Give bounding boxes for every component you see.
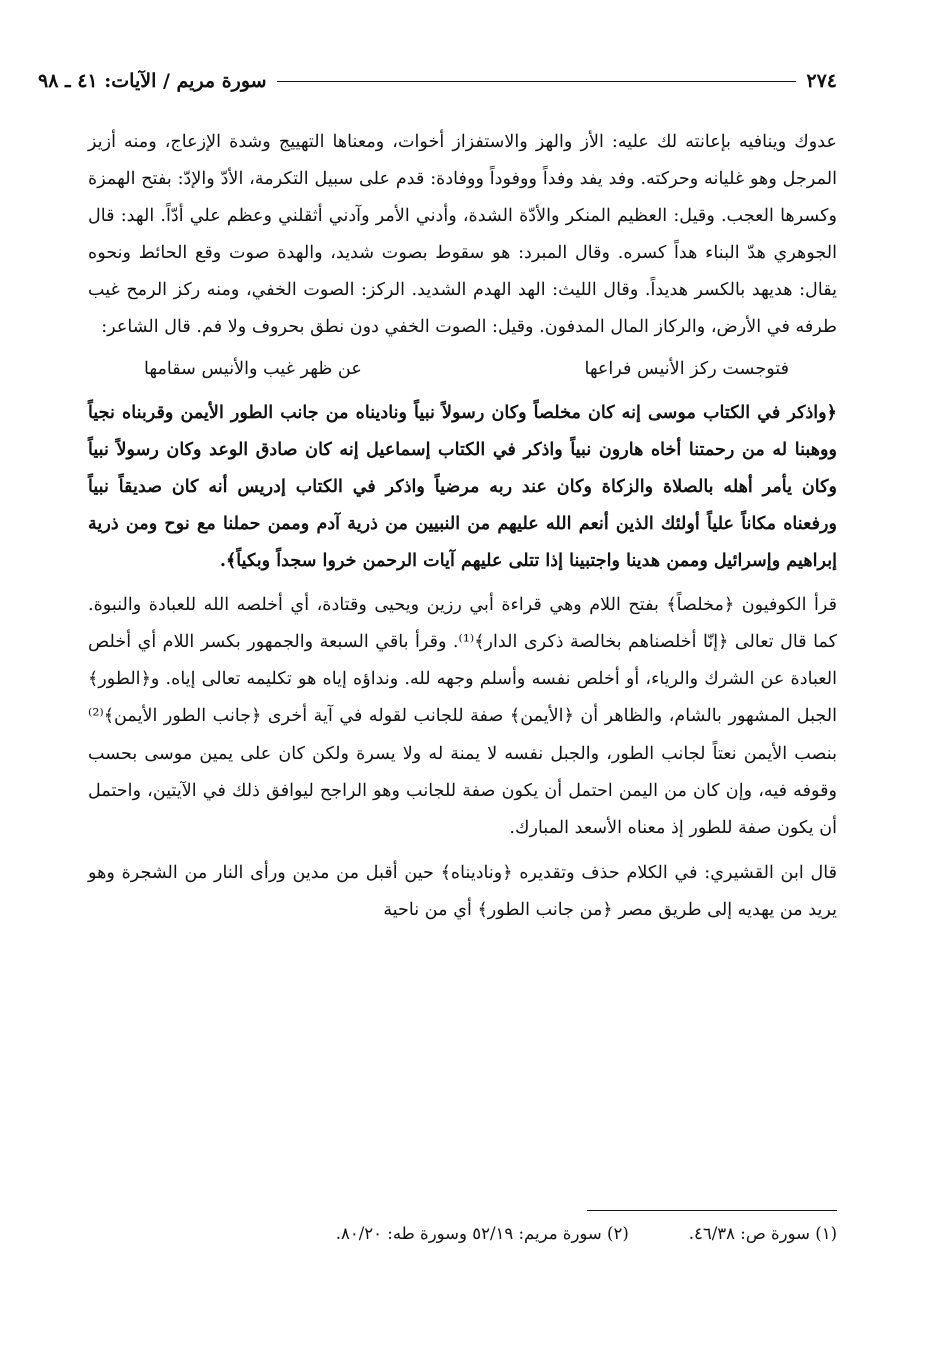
quran-passage: ﴿واذكر في الكتاب موسى إنه كان مخلصاً وكان رسولاً نبياً وناديناه من جانب الطور الأيمن وقربناه نجياً ووهبنا له من رحمتنا أخاه هارون نبياً واذكر في الكتاب إسماعيل إنه كان صادق الوعد وكان رسولاً نبياً وكان يأمر أهله بالصلاة والزكاة وكان عند ربه مرضياً واذكر في الكتاب إدريس أنه كان صديقاً نبياً ورفعناه مكاناً علياً أولئك الذين أنعم الله عليهم من النبيين من ذرية آدم وممن حملنا مع نوح ومن ذرية إبراهيم وإسرائيل وممن هدينا واجتبينا إذا تتلى عليهم آيات الرحمن خروا سجداً وبكياً﴾. [88,401,837,572]
verse-second-hemistich: عن ظهر غيب والأنيس سقامها [144,358,362,379]
page-header [38,72,837,91]
footnotes [88,1224,837,1244]
poetry-verse [88,351,837,388]
footnote-1: (١) سورة ص: ٤٦/٣٨. [688,1224,837,1243]
paragraph-qushayri: قال ابن القشيري: في الكلام حذف وتقديره ﴿وناديناه﴾ حين أقبل من مدين ورأى النار من الشجرة وهو يريد من يهديه إلى طريق مصر ﴿من جانب الطور﴾ أي من ناحية [88,862,837,920]
page-body [88,124,837,929]
header-rule [277,81,797,82]
page-number: ٢٧٤ [806,70,837,92]
running-title: سورة مريم / الآيات: ٤١ ـ ٩٨ [38,70,267,92]
paragraph-definitions: عدوك وينافيه بإعانته لك عليه: الأز والهز والاستفزاز أخوات، ومعناها التهييج وشدة الإزعاج، ومنه أزيز المرجل وهو غليانه وحركته. وفد يفد وفداً ووفوداً ووفادة: قدم على سبيل التكرمة، الأدّ والإدّ: بفتح الهمزة وكسرها العجب. وقيل: العظيم المنكر والأدّة الشدة، وأدني الأمر وآدني أثقلني وعظم علي أدّاً. الهد: قال الجوهري هدّ البناء هداً كسره. وقال المبرد: هو سقوط بصوت شديد، والهدة صوت وقع الحائط ونحوه يقال: هديهد بالكسر هديداً. وقال الليث: الهد الهدم الشديد. الركز: الصوت الخفي، ومنه ركز الرمح غيب طرفه في الأرض، والركاز المال المدفون. وقيل: الصوت الخفي دون نطق بحروف ولا فم. قال الشاعر: [88,132,837,338]
footnote-2: (٢) سورة مريم: ٥٢/١٩ وسورة طه: ٨٠/٢٠. [335,1224,629,1243]
footnote-rule [587,1210,837,1211]
paragraph-readings: قرأ الكوفيون ﴿مخلصاً﴾ بفتح اللام وهي قراءة أبي رزين ويحيى وقتادة، أي أخلصه الله للعبادة والنبوة. كما قال تعالى ﴿إنّا أخلصناهم بخالصة ذكرى الدار﴾⁽¹⁾. وقرأ باقي السبعة والجمهور بكسر اللام أي أخلص العبادة عن الشرك والرياء، أو أخلص نفسه وأسلم وجهه لله. ونداؤه إياه هو تكليمه تعالى إياه. و﴿الطور﴾ الجبل المشهور بالشام، والظاهر أن ﴿الأيمن﴾ صفة للجانب لقوله في آية أخرى ﴿جانب الطور الأيمن﴾⁽²⁾ بنصب الأيمن نعتاً لجانب الطور، والجبل نفسه لا يمنة له ولا يسرة ولكن كان على يمين موسى بحسب وقوفه فيه، وإن كان من اليمن احتمل أن يكون صفة للجانب وهو الراجح ليوافق ذلك في الآيتين، واحتمل أن يكون صفة للطور إذ معناه الأسعد المبارك. [88,595,837,838]
verse-first-hemistich: فتوجست ركز الأنيس فراعها [584,358,789,379]
